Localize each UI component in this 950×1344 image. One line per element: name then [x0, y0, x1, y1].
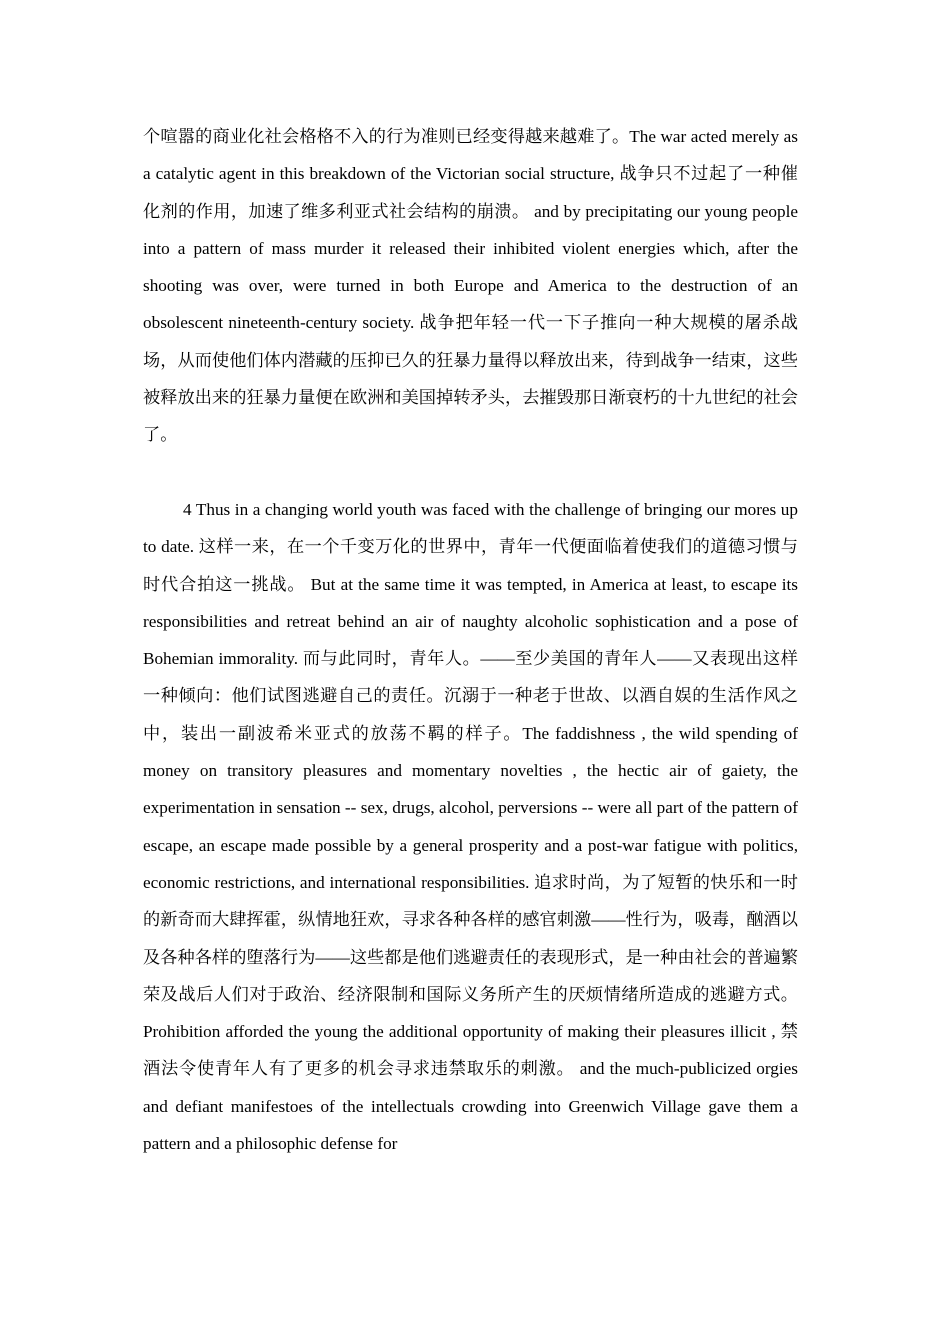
paragraph-4: 4 Thus in a changing world youth was faced with the challenge of bringing our mores up to date. 这样一来，在一个千变万化的世界中，青年一代便面临着使我们的道德习惯与时代合拍这一挑战。 But at the same time it was tempted, in America at least, to escape its responsibilities and retreat behind an air of naughty alcoholic sophistication and a pose of Bohemian immorality. 而与此同时，青年人。——至少美国的青年人——又表现出这样一种倾向：他们试图逃避自己的责任。沉溺于一种老于世故、以酒自娱的生活作风之中，装出一副波希米亚式的放荡不羁的样子。The faddishness , the wild spending of money on transitory pleasures and momentary novelties , the hectic air of gaiety, the experimentation in sensation -- sex, drugs, alcohol, perversions -- were all part of the pattern of escape, an escape made possible by a general prosperity and a post-war fatigue with politics, economic restrictions, and international responsibilities. 追求时尚，为了短暂的快乐和一时的新奇而大肆挥霍，纵情地狂欢，寻求各种各样的感官刺激——性行为，吸毒，酗酒以及各种各样的堕落行为——这些都是他们逃避责任的表现形式，是一种由社会的普遍繁荣及战后人们对于政治、经济限制和国际义务所产生的厌烦情绪所造成的逃避方式。 Prohibition afforded the young the additional opportunity of making their pleasures illicit , 禁酒法令使青年人有了更多的机会寻求违禁取乐的刺激。 and the much-publicized orgies and defiant manifestoes of the intellectuals crowding into Greenwich Village gave them a pattern and a philosophic defense for	[143, 500, 798, 1154]
paragraph-continued: 个喧嚣的商业化社会格格不入的行为准则已经变得越来越难了。The war acted merely as a catalytic agent in this breakdown of the Victorian social structure, 战争只不过起了一种催化剂的作用，加速了维多利亚式社会结构的崩溃。 and by precipitating our young people into a pattern of mass murder it released their inhibited violent energies which, after the shooting was over, were turned in both Europe and America to the destruction of an obsolescent nineteenth-century society. 战争把年轻一代一下子推向一种大规模的屠杀战场，从而使他们体内潜藏的压抑已久的狂暴力量得以释放出来，待到战争一结束，这些被释放出来的狂暴力量便在欧洲和美国掉转矛头，去摧毁那日渐衰朽的十九世纪的社会了。	[143, 127, 798, 445]
